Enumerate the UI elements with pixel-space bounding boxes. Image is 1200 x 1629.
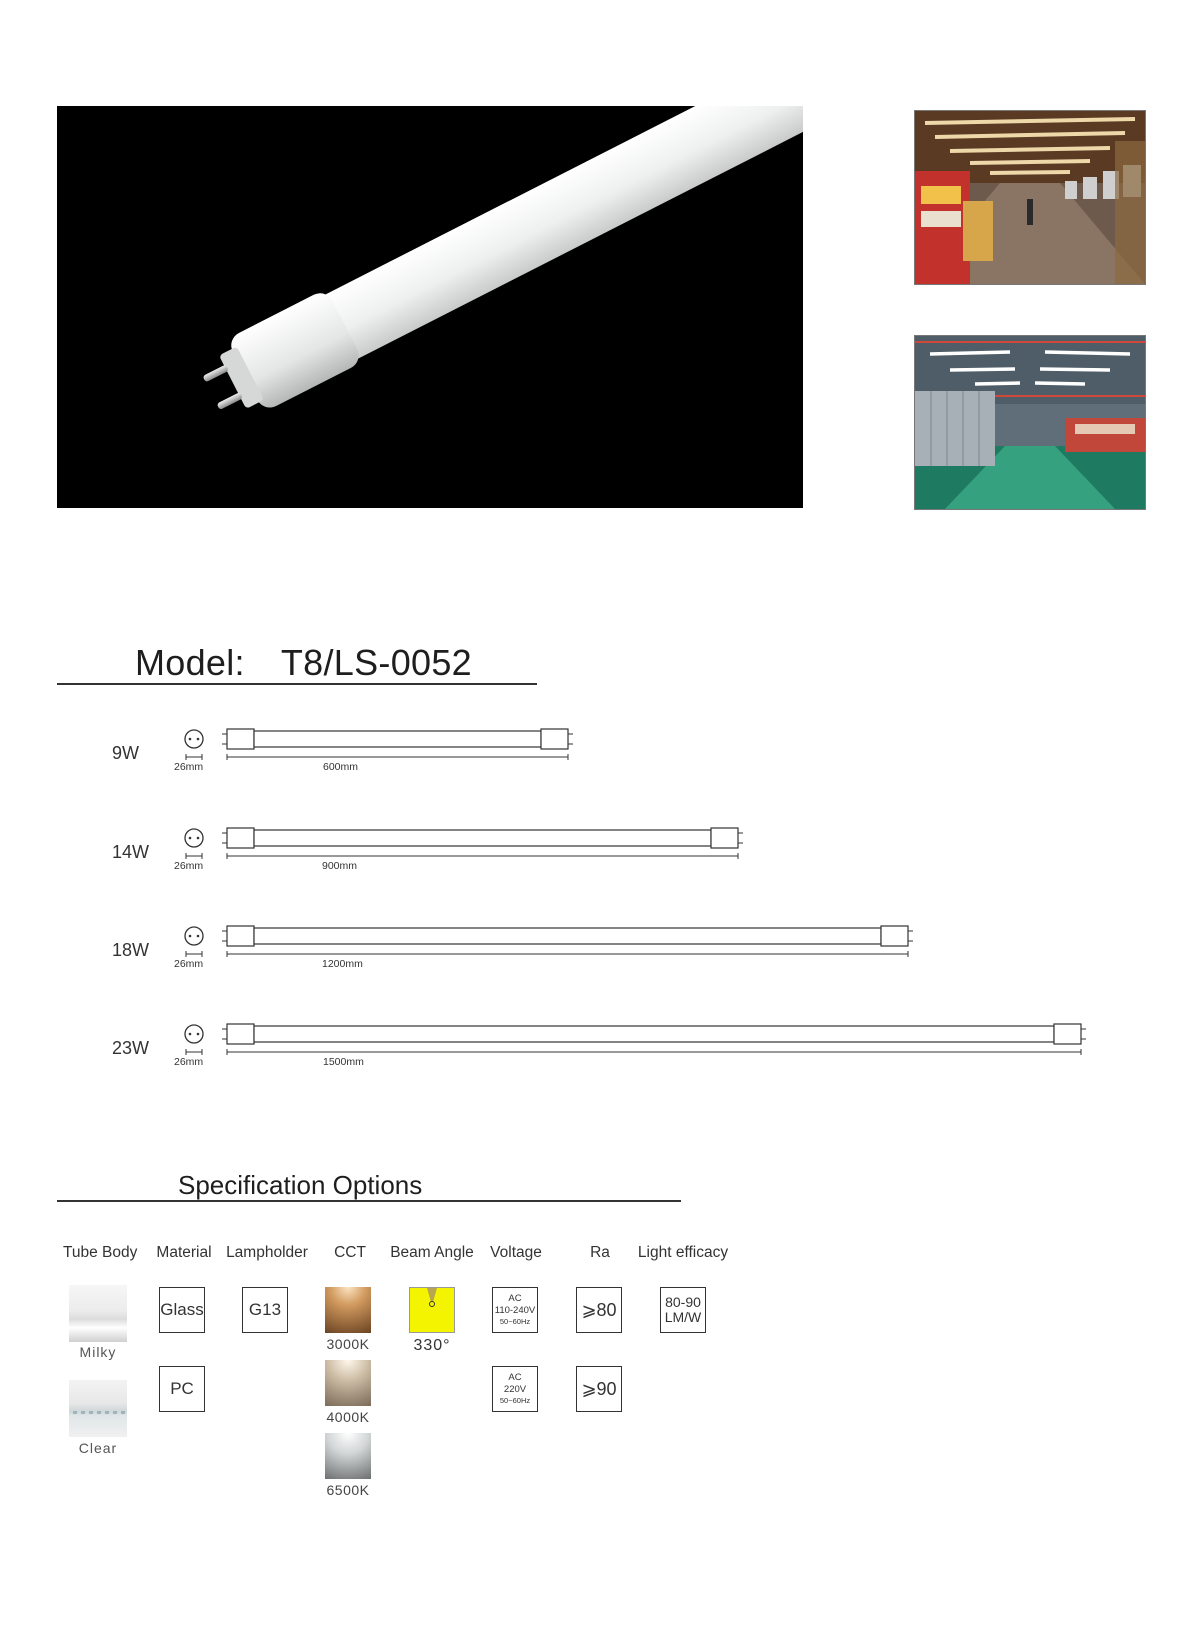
- header-tube-body: Tube Body: [63, 1244, 138, 1261]
- diameter-label: 26mm: [174, 1056, 204, 1068]
- cct-6500k-swatch: [325, 1433, 371, 1479]
- length-label: 1200mm: [322, 958, 363, 970]
- beam-angle-icon: [409, 1287, 455, 1333]
- material-glass-option: Glass: [159, 1287, 205, 1333]
- voltage-option-220v: [492, 1366, 538, 1412]
- header-voltage: Voltage: [490, 1244, 542, 1261]
- wattage-label: 9W: [112, 743, 139, 763]
- voltage-frequency: 50~60Hz: [499, 1396, 531, 1406]
- cct-4000k-swatch: [325, 1360, 371, 1406]
- product-photo: [57, 106, 803, 508]
- diameter-label: 26mm: [174, 761, 204, 773]
- header-light-efficacy: Light efficacy: [637, 1244, 729, 1261]
- header-cct: CCT: [334, 1244, 366, 1261]
- size-row: [100, 829, 1100, 889]
- wattage-label: 14W: [112, 842, 150, 862]
- tube-dimension-drawing: [100, 1025, 1100, 1085]
- tube-dimension-drawing: [100, 730, 1100, 790]
- tube-body-milky-label: Milky: [79, 1344, 117, 1360]
- application-photo-factory: [914, 335, 1146, 510]
- efficacy-range: 80-90: [665, 1294, 701, 1311]
- application-photo-shop: [914, 110, 1146, 285]
- tube-dimension-drawing: [100, 829, 1100, 889]
- tube-body-clear-label: Clear: [78, 1440, 118, 1456]
- wattage-label: 23W: [112, 1038, 150, 1058]
- ra-90-option: ⩾90: [576, 1366, 622, 1412]
- efficacy-unit: LM/W: [664, 1309, 702, 1325]
- size-row: [100, 927, 1100, 987]
- tube-body-milky-swatch: [69, 1285, 127, 1342]
- tube-dimension-drawing: [100, 927, 1100, 987]
- voltage-type: AC: [508, 1372, 522, 1384]
- cct-3000k-swatch: [325, 1287, 371, 1333]
- length-label: 1500mm: [323, 1056, 364, 1068]
- voltage-frequency: 50~60Hz: [499, 1317, 531, 1327]
- spec-divider: [57, 1200, 681, 1202]
- voltage-option-110-240v: [492, 1287, 538, 1333]
- header-ra: Ra: [590, 1244, 610, 1261]
- header-beam-angle: Beam Angle: [390, 1244, 474, 1261]
- length-label: 900mm: [322, 860, 358, 872]
- size-row: [100, 730, 1100, 790]
- spec-heading: Specification Options: [178, 1170, 423, 1200]
- led-tube-illustration: [57, 106, 803, 508]
- model-heading: [135, 642, 472, 684]
- model-label: Model:: [135, 642, 245, 683]
- voltage-range: 220V: [503, 1384, 527, 1396]
- material-pc-option: PC: [159, 1366, 205, 1412]
- length-label: 600mm: [323, 761, 359, 773]
- header-material: Material: [156, 1244, 212, 1261]
- light-efficacy-option: [660, 1287, 706, 1333]
- lampholder-g13-option: G13: [242, 1287, 288, 1333]
- voltage-range: 110-240V: [494, 1305, 536, 1317]
- cct-4000k-label: 4000K: [326, 1409, 370, 1425]
- header-lampholder: Lampholder: [226, 1244, 308, 1261]
- tube-body-clear-swatch: [69, 1380, 127, 1437]
- diameter-label: 26mm: [174, 958, 204, 970]
- diameter-label: 26mm: [174, 860, 204, 872]
- size-row: [100, 1025, 1100, 1085]
- cct-3000k-label: 3000K: [326, 1336, 370, 1352]
- model-number: T8/LS-0052: [280, 642, 472, 683]
- wattage-label: 18W: [112, 940, 150, 960]
- cct-6500k-label: 6500K: [326, 1482, 370, 1498]
- voltage-type: AC: [508, 1293, 522, 1305]
- beam-angle-label: 330°: [413, 1337, 451, 1354]
- ra-80-option: ⩾80: [576, 1287, 622, 1333]
- model-divider: [57, 683, 537, 685]
